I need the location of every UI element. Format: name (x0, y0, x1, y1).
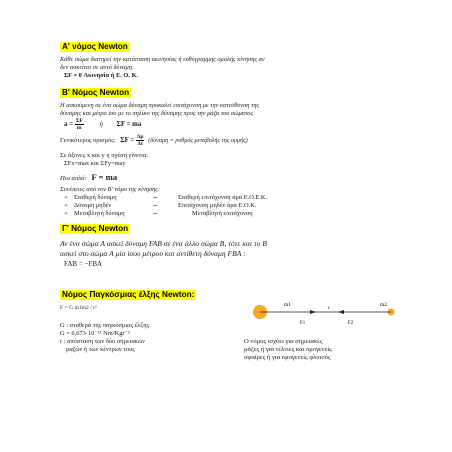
law-validity-line2: μάζες ή για τέλειες και ομογενείς (244, 346, 332, 353)
bullet-icon: ✧ (64, 204, 69, 209)
force2-arrowhead (338, 310, 344, 314)
consequences-title: Συνέπειες από τον Β' νόμο της κίνησης: (60, 186, 160, 193)
equivalence-arrow-icon: ⇔ (152, 194, 159, 201)
third-law-formula: FAB = −FBA (64, 260, 103, 268)
consequence-right: Επιτάχυνση μηδέν άρα Ε.Ο.Κ. (178, 202, 257, 209)
formula-fraction (75, 118, 84, 131)
section-title-gravitation: Νόμος Παγκόσμιας έλξης Newton: (62, 290, 195, 299)
formula-f-ma: ΣF = ma (116, 121, 142, 129)
general-label: Γενικότερος ορισμός: (60, 137, 116, 145)
g-value: G = 6,673·10⁻¹¹ Nm²Kgr⁻² (60, 330, 130, 337)
general-fraction (136, 134, 145, 147)
equivalence-arrow-icon: ⇔ (152, 202, 159, 209)
simple-label: Πιο απλά: (60, 175, 87, 182)
f2-label: F2 (348, 321, 354, 326)
r-label: r (328, 305, 330, 311)
general-lhs: ΣF = (120, 137, 135, 145)
first-law-formula: ΣF = 0 Ακινησία ή Ε. Ο. Κ. (64, 72, 139, 79)
r-description-line2: μαζών ή των κέντρων τους (66, 346, 135, 353)
general-denominator: Δt (137, 141, 143, 147)
force1-arrowhead (310, 310, 316, 314)
formula-numerator: ΣF (75, 118, 83, 124)
law-validity-line1: Ο νόμος ισχύει για σημειακές (244, 338, 323, 345)
simple-equation: F = ma (91, 172, 118, 182)
axes-equation: ΣFx=max και ΣFy=may (64, 160, 126, 167)
gravitation-diagram (240, 298, 410, 332)
second-law-text-line2: δύναμης και μέτρο ίσο με το πηλίκο της δύναμης προς την μάζα του σώματος (60, 110, 254, 117)
formula-or: ή (99, 121, 103, 129)
m1-label: m1 (284, 302, 292, 308)
third-law-text-line2: ασκεί στο σώμα Α μία ίσου μέτρου και αντίθετη δύναμη FBA : (60, 249, 246, 258)
consequence-left: Δύναμη μηδέν (74, 202, 112, 209)
general-numerator: Δp (136, 134, 144, 140)
second-law-text-line1: Η ασκούμενη σε ένα σώμα δύναμη προκαλεί επιτάχυνση με την κατεύθυνση της (60, 102, 260, 109)
formula-denominator: m (76, 125, 82, 131)
g-description: G : σταθερά της παγκόσμιας έλξης (60, 322, 150, 329)
section-title-third-law: Γ' Νόμος Newton (62, 224, 129, 233)
consequence-row (64, 210, 253, 219)
first-law-text-line2: δεν ασκείται σε αυτό δύναμη. (60, 64, 134, 71)
consequence-right: Σταθερή επιτάχυνση άρα Ε.Ο.Ε.Κ. (178, 194, 268, 201)
f1-label: F1 (300, 321, 306, 326)
bullet-icon: ✧ (64, 196, 69, 201)
bullet-icon: ✧ (64, 212, 69, 217)
consequence-right: Μεταβλητή επιτάχυνση (192, 210, 253, 217)
law-validity-line3: σφαίρες ή για ομογενείς φλοιούς (244, 354, 331, 361)
section-title-second-law: B' Νόμος Newton (62, 88, 130, 97)
general-definition (60, 134, 248, 147)
general-note: (δύναμη = ρυθμός μεταβολής της ορμής) (148, 137, 248, 145)
equivalence-arrow-icon: ⇔ (152, 210, 159, 217)
r-description-line1: r : απόσταση των δύο σημειακών (60, 338, 146, 345)
second-law-formula (64, 118, 141, 131)
axes-line: Σε άξονες x και y η σχέση γίνεται: (60, 152, 149, 159)
section-title-first-law: A' νόμος Newton (62, 42, 128, 51)
m2-label: m2 (380, 302, 388, 308)
consequence-left: Σταθερή δύναμη (74, 194, 117, 201)
first-law-text-line1: Κάθε σώμα διατηρεί την κατάσταση ακινησίας ή ευθύγραμμης ομαλής κίνησης αν (60, 56, 265, 63)
formula-a-lhs: a = (64, 121, 73, 129)
simple-form (60, 172, 117, 182)
gravitation-formula: F = G m1m2 / r² (60, 305, 97, 311)
consequence-left: Μεταβλητή δύναμη (74, 210, 125, 217)
third-law-text-line1: Αν ένα σώμα Α ασκεί δύναμη FAB σε ένα άλλο σώμα Β, τότε και το Β (60, 239, 267, 248)
